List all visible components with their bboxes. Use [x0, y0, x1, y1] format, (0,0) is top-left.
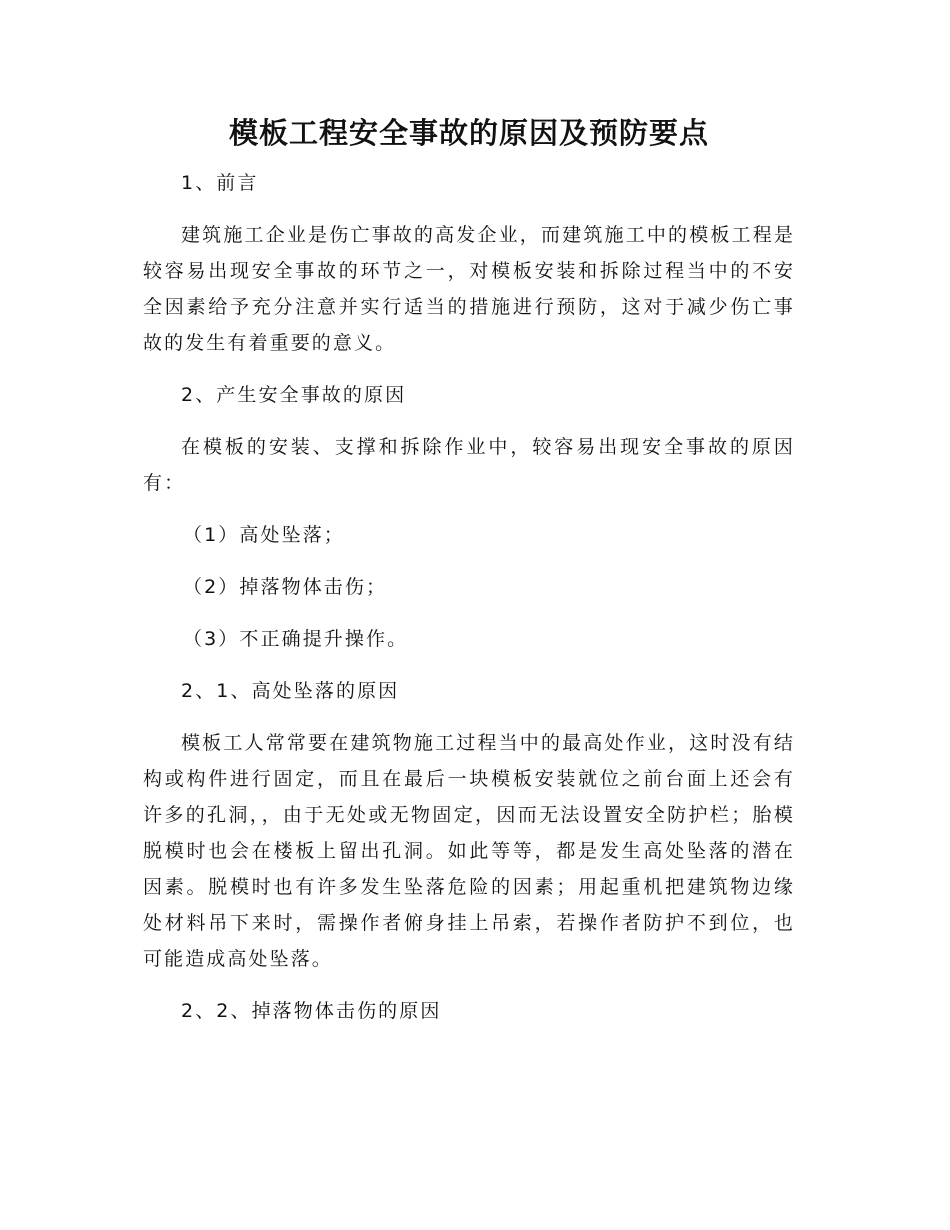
section-heading-causes: 2、产生安全事故的原因 — [181, 384, 407, 406]
section-heading-fall-causes: 2、1、高处坠落的原因 — [181, 680, 400, 702]
document-body — [143, 110, 795, 1045]
section-heading-preface: 1、前言 — [181, 172, 259, 194]
paragraph-preface: 建筑施工企业是伤亡事故的高发企业，而建筑施工中的模板工程是较容易出现安全事故的环节之一，对模板安装和拆除过程当中的不安全因素给予充分注意并实行适当的措施进行预防，这对于减少伤亡事故的发生有着重要的意义。 — [143, 224, 795, 354]
paragraph-causes-intro: 在模板的安装、支撑和拆除作业中，较容易出现安全事故的原因有： — [143, 436, 795, 494]
paragraph-fall-causes: 模板工人常常要在建筑物施工过程当中的最高处作业，这时没有结构或构件进行固定，而且在最后一块模板安装就位之前台面上还会有许多的孔洞，，由于无处或无物固定，因而无法设置安全防护栏；胎模脱模时也会在楼板上留出孔洞。如此等等，都是发生高处坠落的潜在因素。脱模时也有许多发生坠落危险的因素；用起重机把建筑物边缘处材料吊下来时，需操作者俯身挂上吊索，若操作者防护不到位，也可能造成高处坠落。 — [143, 732, 795, 970]
list-item-lifting: （3）不正确提升操作。 — [183, 628, 409, 650]
section-heading-falling-object-causes: 2、2、掉落物体击伤的原因 — [181, 1000, 442, 1022]
list-item-falling-object: （2）掉落物体击伤； — [183, 576, 388, 598]
document-title: 模板工程安全事故的原因及预防要点 — [228, 116, 709, 150]
list-item-fall: （1）高处坠落； — [183, 524, 345, 546]
